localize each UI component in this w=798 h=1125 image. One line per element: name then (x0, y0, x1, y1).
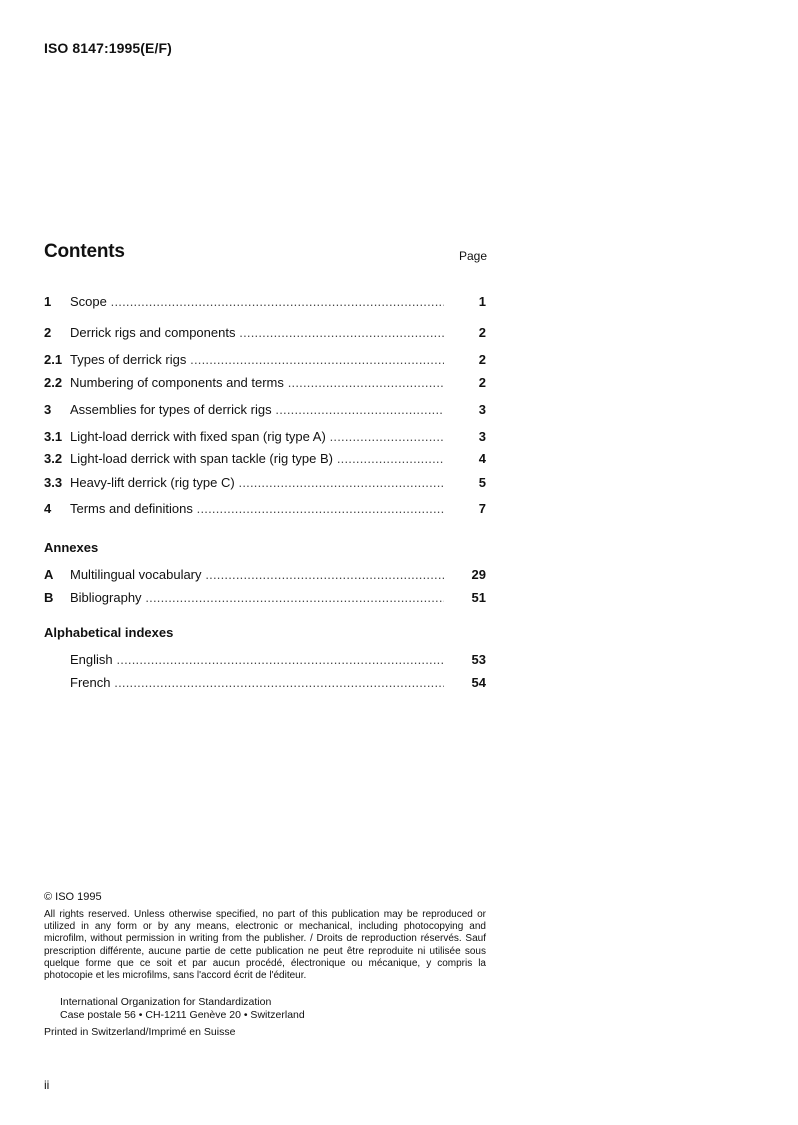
annex-entry-title: Bibliography ..... (70, 590, 444, 605)
index-entry-page: 54 (471, 675, 486, 690)
toc-entry-title: Light-load derrick with fixed span (rig type A) ..... (70, 429, 444, 444)
toc-entry-number: 3.1 (44, 429, 63, 444)
toc-entry[interactable] (44, 352, 486, 370)
toc-entry-page: 5 (478, 475, 486, 490)
toc-entry-title: Light-load derrick with span tackle (rig type B) ..... (70, 451, 444, 466)
rights-statement: All rights reserved. Unless otherwise specified, no part of this publication may be reproduced or utilized in any form or by any means, electronic or mechanical, including photocopying and microfilm, without permission in writing from the publisher. / Droits de reproduction réservés. Sauf prescription différente, aucune partie de cette publication ne peut être reproduite ni utilisée sous quelque forme que ce soit et par aucun procédé, électronique ou mécanique, y compris la photocopie et les microfilms, sans l'accord écrit de l'éditeur. (44, 909, 486, 982)
toc-entry[interactable] (44, 475, 486, 493)
toc-entry[interactable] (44, 501, 486, 519)
annex-entry-title: Multilingual vocabulary ..... (70, 567, 444, 582)
annex-entry-page: 51 (471, 590, 486, 605)
toc-entry-title: Types of derrick rigs ..... (70, 352, 444, 367)
toc-entry-title: Terms and definitions ..... (70, 501, 444, 516)
page-column-label: Page (459, 249, 488, 263)
toc-entry-page: 2 (478, 325, 486, 340)
contents-title: Contents (44, 241, 125, 262)
index-entry-page: 53 (471, 652, 486, 667)
toc-entry-page: 2 (478, 352, 486, 367)
toc-entry-number: 2.2 (44, 375, 63, 390)
toc-entry[interactable] (44, 429, 486, 447)
annexes-heading: Annexes (44, 540, 99, 555)
publisher-address (60, 996, 305, 1022)
toc-entry-title: Heavy-lift derrick (rig type C) ..... (70, 475, 444, 490)
toc-entry[interactable] (44, 375, 486, 393)
annex-entry-letter: A (44, 567, 54, 582)
toc-entry-number: 2 (44, 325, 52, 340)
toc-entry-title: Numbering of components and terms ..... (70, 375, 444, 390)
printed-in: Printed in Switzerland/Imprimé en Suisse (44, 1026, 236, 1038)
toc-entry-page: 2 (478, 375, 486, 390)
annex-entry[interactable] (44, 567, 486, 585)
document-id: ISO 8147:1995(E/F) (44, 40, 172, 56)
toc-entry-page: 3 (478, 402, 486, 417)
toc-entry-number: 3.3 (44, 475, 63, 490)
toc-entry[interactable] (44, 294, 486, 312)
org-address: Case postale 56 • CH-1211 Genève 20 • Switzerland (60, 1009, 305, 1021)
toc-entry-number: 3 (44, 402, 52, 417)
annex-entry[interactable] (44, 590, 486, 608)
index-entry[interactable] (44, 675, 486, 693)
toc-entry-title: Derrick rigs and components ..... (70, 325, 444, 340)
toc-entry-number: 1 (44, 294, 52, 309)
toc-entry-title: Scope ..... (70, 294, 444, 309)
annex-entry-page: 29 (471, 567, 486, 582)
toc-entry[interactable] (44, 402, 486, 420)
copyright-notice: © ISO 1995 (44, 891, 102, 903)
index-entry-title: English ..... (70, 652, 444, 667)
org-name: International Organization for Standardization (60, 996, 272, 1008)
toc-entry-page: 4 (478, 451, 486, 466)
toc-entry-page: 1 (478, 294, 486, 309)
toc-entry-number: 2.1 (44, 352, 63, 367)
index-entry-title: French ..... (70, 675, 444, 690)
toc-entry-number: 3.2 (44, 451, 63, 466)
toc-entry-number: 4 (44, 501, 52, 516)
page-number: ii (44, 1078, 50, 1092)
toc-entry-page: 7 (478, 501, 486, 516)
toc-entry[interactable] (44, 325, 486, 343)
index-entry[interactable] (44, 652, 486, 670)
toc-entry[interactable] (44, 451, 486, 469)
toc-entry-page: 3 (478, 429, 486, 444)
indexes-heading: Alphabetical indexes (44, 625, 174, 640)
toc-entry-title: Assemblies for types of derrick rigs ..... (70, 402, 444, 417)
annex-entry-letter: B (44, 590, 54, 605)
